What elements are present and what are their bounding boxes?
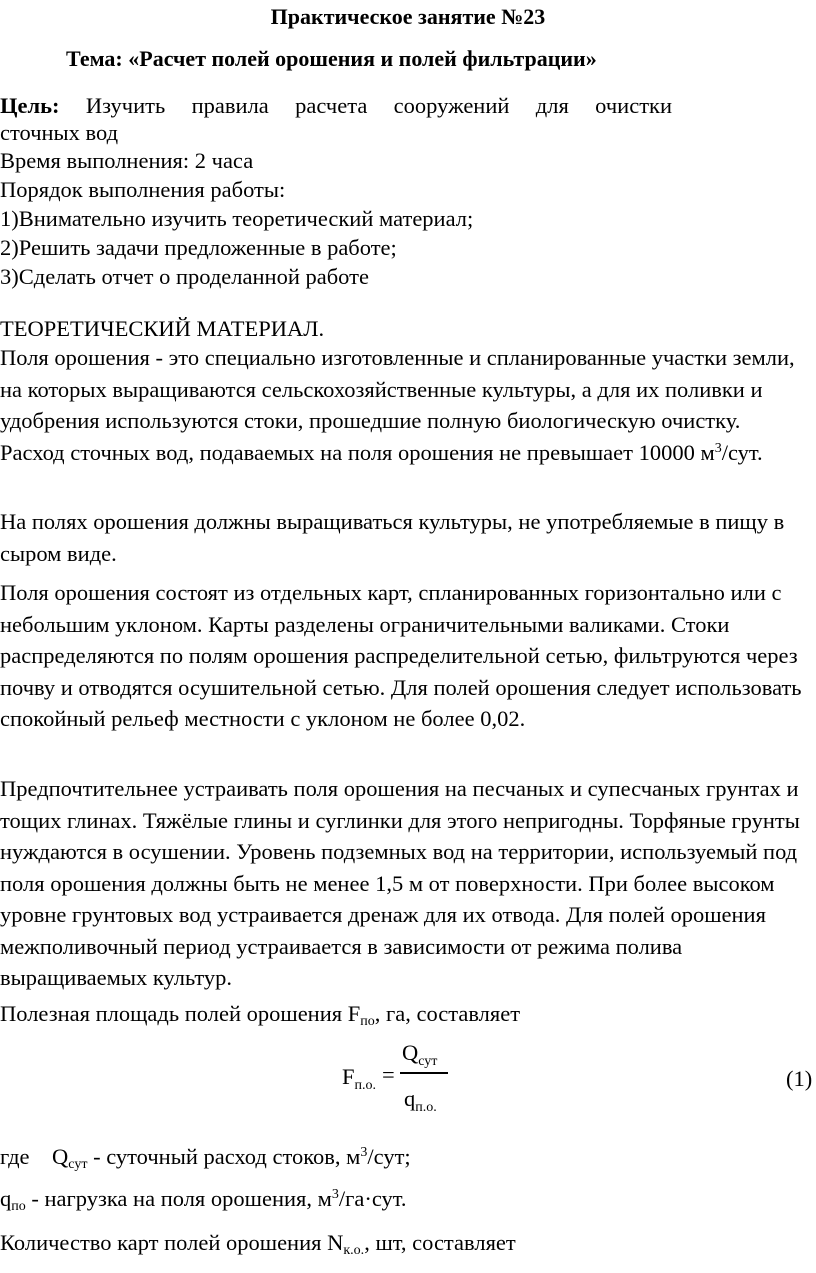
theory-paragraph-4: Предпочтительнее устраивать поля орошения на песчаных и супесчаных грунтах и тощих глинах. Тяжёлые глины и суглинки для этого непригодны. Торфяные грунты нуждаются в осушении. Уровень подземных вод на территории, используемый под поля орошения должны быть не менее 1,5 м от поверхности. При более высоком уровне грунтовых вод устраивается дренаж для их отвода. Для полей орошения межполивочный период устраивается в зависимости от режима полива выращиваемых культур. [0,776,800,990]
formula-equals: = [382,1062,395,1087]
where-qpo-symbol: q [0,1186,12,1211]
paragraph-5-tail: , га, составляет [374,1001,521,1026]
goal-line [0,92,672,120]
procedure-step-1: 1)Внимательно изучить теоретический материал; [0,206,474,231]
formula-den-symbol: q [404,1086,416,1111]
where-qpo-sup: 3 [331,1187,339,1202]
paragraph-1-sup: 3 [714,440,722,456]
formula-lhs [342,1064,376,1094]
where-q-sub: сут [68,1157,88,1172]
document-title: Практическое занятие №23 [270,4,546,29]
formula-numerator [402,1040,437,1070]
formula-1 [0,1034,816,1124]
procedure-step-3: 3)Сделать отчет о проделанной работе [0,264,369,289]
paragraph-1-text: Поля орошения - это специально изготовленные и спланированные участки земли, на которых выращиваются сельскохозяйственные культуры, а для их поливки и удобрения используются стоки, прошедшие полную биологическую очистку. Расход сточных вод, подаваемых на поля орошения не превышает 10000 м [0,345,795,465]
paragraph-5-text: Полезная площадь полей орошения F [0,1001,361,1026]
formula-lhs-symbol: F [342,1064,355,1089]
formula-denominator [404,1086,437,1116]
where-q-sup: 3 [360,1145,368,1160]
cards-line [0,1230,516,1256]
where-qpo-tail: /га·сут. [338,1186,407,1211]
cards-sub: к.о. [343,1243,365,1258]
theory-paragraph-1 [0,342,808,468]
where-line-1 [0,1144,411,1170]
paragraph-5-sub: по [360,1014,375,1029]
where-qpo-text: - нагрузка на поля орошения, м [25,1186,332,1211]
where-q-text: - суточный расход стоков, м [87,1144,361,1169]
goal-text: Изучить правила расчета сооружений для очистки [85,93,672,118]
where-q-tail: /сут; [367,1144,411,1169]
formula-lhs-sub: п.о. [354,1078,377,1093]
document-topic: Тема: «Расчет полей орошения и полей фильтрации» [66,46,597,71]
where-q-symbol: где Q [0,1144,69,1169]
procedure-heading: Порядок выполнения работы: [0,177,286,202]
theory-paragraph-3: Поля орошения состоят из отдельных карт, спланированных горизонтально или с небольшим уклоном. Карты разделены ограничительными валиками. Стоки распределяются по полям орошения распределительной сетью, фильтруются через почву и отводятся осушительной сетью. Для полей орошения следует использовать спокойный рельеф местности с уклоном не более 0,02. [0,580,802,731]
theory-heading: ТЕОРЕТИЧЕСКИЙ МАТЕРИАЛ. [0,316,325,341]
where-line-2 [0,1186,407,1212]
formula-num-symbol: Q [402,1040,419,1065]
where-qpo-sub: по [11,1199,26,1214]
cards-tail: , шт, составляет [364,1230,516,1255]
formula-den-sub: п.о. [415,1100,437,1115]
formula-num-sub: сут [418,1054,438,1069]
duration: Время выполнения: 2 часа [0,148,254,173]
theory-paragraph-2: На полях орошения должны выращиваться культуры, не употребляемые в пищу в сыром виде. [0,509,785,566]
cards-text: Количество карт полей орошения N [0,1230,344,1255]
goal-label: Цель: [0,93,60,118]
formula-fraction-bar [400,1072,448,1074]
paragraph-1-tail: /сут. [721,439,763,465]
goal-line-2: сточных вод [0,120,119,145]
formula-number: (1) [786,1066,813,1091]
procedure-step-2: 2)Решить задачи предложенные в работе; [0,235,397,260]
theory-paragraph-5 [0,998,808,1030]
